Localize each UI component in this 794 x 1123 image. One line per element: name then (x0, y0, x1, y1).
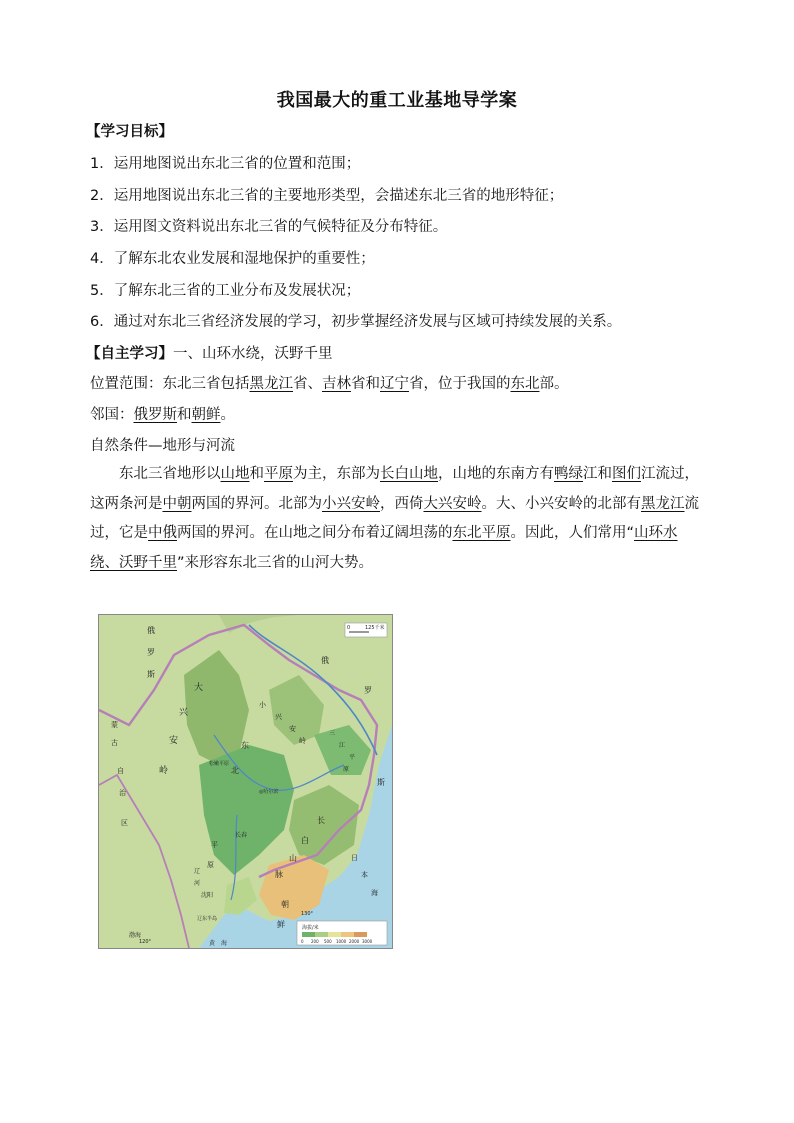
para-answer: 中朝 (162, 495, 192, 512)
para-text: 和 (249, 466, 264, 482)
para-answer: 大兴安岭 (423, 495, 482, 512)
map-label: 长春 (235, 832, 248, 839)
page-title: 我国最大的重工业基地导学案 (276, 90, 518, 111)
para-answer: 黑龙江 (641, 495, 685, 512)
map-label: 东 (241, 741, 249, 750)
map-scale-zero: 0 (347, 625, 351, 631)
legend-tick: 3000 (362, 939, 373, 944)
legend-title: 海拔/米 (302, 925, 319, 931)
map-label: 自 (117, 767, 124, 775)
map-label: 沈阳 (201, 892, 214, 899)
objective-item: 2．运用地图说出东北三省的主要地形类型，会描述东北三省的地形特征； (90, 188, 564, 204)
neighbors-answer: 俄罗斯 (133, 407, 177, 423)
map-label: 白 (301, 836, 309, 845)
objective-item: 5．了解东北三省的工业分布及发展状况； (90, 283, 361, 299)
legend-tick: 2000 (349, 939, 360, 944)
legend-swatch (354, 932, 367, 937)
map-label: 蒙 (111, 721, 118, 729)
location-answer: 辽宁 (380, 376, 409, 392)
map-label: 大 (194, 683, 204, 693)
map-label: 安 (289, 725, 296, 733)
para-text: ，西倚 (380, 495, 424, 512)
legend-tick: 0 (301, 939, 304, 944)
self-study-heading: 【自主学习】 (86, 346, 173, 362)
map-label: 海 (221, 940, 228, 947)
map-label: 120° (139, 939, 152, 945)
map-label: 朝 (281, 900, 289, 909)
map-label: 岭 (299, 737, 306, 745)
para-text: 江流过，这两条河是 (90, 466, 699, 512)
map-label: 区 (121, 819, 128, 827)
legend-tick: 1000 (336, 939, 347, 944)
map-label: 罗 (364, 686, 372, 695)
objective-item: 4．了解东北农业发展和湿地保护的重要性； (90, 251, 375, 267)
map-label: 原 (343, 766, 350, 773)
map-label: 平 (349, 754, 356, 761)
para-answer: 东北平原 (452, 525, 511, 541)
para-text: 。因此，人们常用“ (510, 525, 635, 541)
location-answer: 东北 (510, 376, 540, 392)
para-answer: 平原 (264, 466, 293, 482)
map-label: 三 (329, 730, 336, 737)
map-label: 古 (111, 739, 118, 747)
location-text: 部。 (539, 376, 569, 392)
map-label: 小 (259, 701, 266, 709)
para-answer: 山环水绕、沃野千里 (90, 525, 678, 571)
para-text: 为主，东部为 (293, 466, 380, 482)
para-text: 两国的界河。北部为 (191, 495, 322, 512)
location-text: 省和 (351, 376, 380, 392)
map-label: 罗 (147, 648, 155, 657)
neighbors-line (90, 405, 235, 425)
map-label: 原 (207, 861, 214, 869)
para-answer: 鸭绿 (554, 466, 583, 482)
location-answer: 吉林 (322, 376, 351, 392)
map-label: 河 (194, 880, 201, 887)
map-label: 北 (231, 766, 239, 775)
para-text: 江和 (583, 466, 612, 482)
neighbors-text: 。 (220, 407, 235, 423)
neighbors-text: 和 (177, 407, 192, 423)
map-label: 日 (351, 854, 358, 862)
legend-swatch (315, 932, 328, 937)
terrain-paragraph (90, 460, 702, 578)
map-label: 海 (371, 889, 378, 897)
map-label: 俄 (147, 626, 155, 635)
objective-item: 1．运用地图说出东北三省的位置和范围； (90, 156, 361, 172)
map-scale-label: 125千米 (365, 625, 385, 631)
map-label: 130° (301, 911, 314, 917)
self-study-subtitle: 一、山环水绕，沃野千里 (173, 346, 333, 362)
location-text: 省，位于我国的 (409, 376, 511, 392)
para-text: 流过，它是 (90, 495, 699, 541)
legend-tick: 500 (324, 939, 332, 944)
para-answer: 图们 (612, 466, 641, 482)
map-label: 脉 (275, 870, 283, 879)
legend-tick: 200 (311, 939, 319, 944)
map-label: ◎哈尔滨 (259, 789, 279, 795)
northeast-terrain-map (98, 614, 393, 949)
para-answer: 长白山地 (380, 466, 438, 482)
neighbors-text: 邻国： (90, 407, 134, 423)
map-label: 鲜 (277, 920, 285, 929)
map-label: 长 (317, 816, 325, 825)
para-text: 两国的界河。在山地之间分布着辽阔坦荡的 (177, 525, 453, 541)
legend-swatch (302, 932, 315, 937)
map-label: 俄 (321, 656, 329, 665)
para-answer: 中俄 (148, 525, 177, 541)
location-text: 位置范围：东北三省包括 (90, 376, 250, 392)
map-label: 岭 (159, 766, 169, 776)
map-svg (99, 615, 392, 948)
map-label: 斯 (147, 670, 155, 679)
map-label: 兴 (179, 708, 189, 718)
para-answer: 山地 (220, 466, 250, 482)
map-label: 江 (339, 742, 346, 749)
location-line (90, 374, 569, 394)
map-label: 兴 (275, 713, 282, 721)
map-label: 渤海 (129, 932, 142, 939)
map-label: 斯 (377, 778, 385, 787)
natural-heading: 自然条件—地形与河流 (90, 438, 235, 454)
map-label: 辽东半岛 (197, 916, 218, 922)
objectives-heading: 【学习目标】 (86, 124, 173, 140)
para-text: 。大、小兴安岭的北部有 (481, 495, 641, 512)
legend-swatch (328, 932, 341, 937)
para-text: 东北三省地形以 (119, 466, 221, 482)
legend-swatch (341, 932, 354, 937)
map-label: 安 (169, 736, 179, 746)
map-label: 辽 (194, 868, 201, 875)
map-label: 治 (119, 789, 126, 797)
map-label: 黄 (209, 940, 216, 947)
location-text: 省、 (293, 376, 322, 392)
map-label: 松嫩平原 (209, 761, 230, 767)
self-study-line (86, 344, 333, 364)
map-label: 山 (289, 854, 297, 863)
map-label: 本 (361, 871, 368, 879)
objective-item: 6．通过对东北三省经济发展的学习，初步掌握经济发展与区域可持续发展的关系。 (90, 314, 622, 330)
para-text: ，山地的东南方有 (438, 466, 554, 482)
neighbors-answer: 朝鲜 (191, 407, 221, 423)
location-answer: 黑龙江 (249, 376, 293, 392)
para-answer: 小兴安岭 (322, 495, 380, 512)
map-label: 平 (211, 841, 218, 849)
objective-item: 3．运用图文资料说出东北三省的气候特征及分布特征。 (90, 219, 448, 235)
para-text: ”来形容东北三省的山河大势。 (177, 554, 374, 571)
